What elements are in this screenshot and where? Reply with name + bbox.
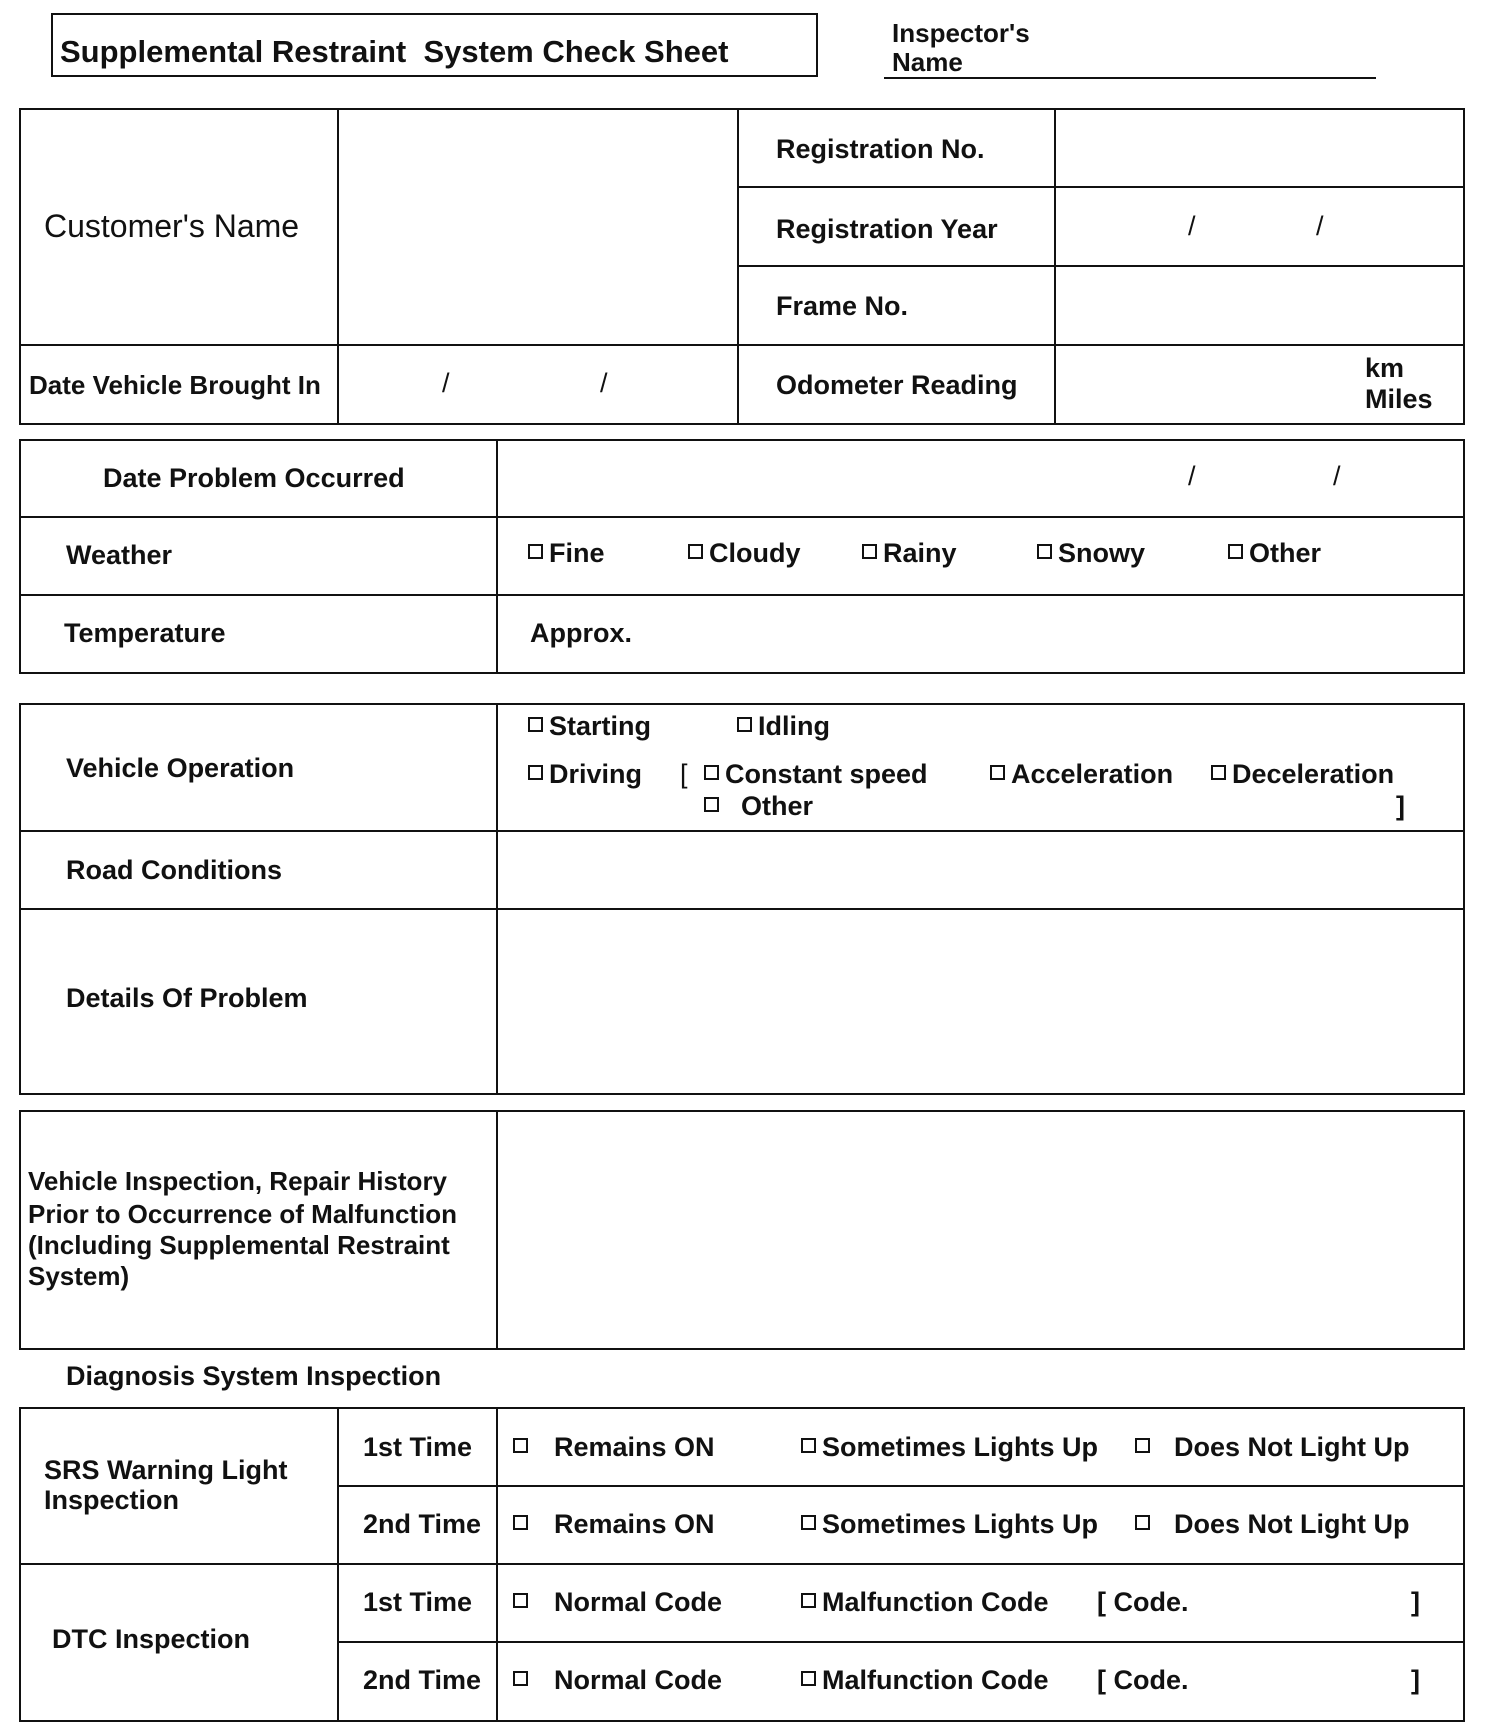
checkbox-icon	[1135, 1515, 1150, 1530]
odometer-unit-miles: Miles	[1365, 384, 1433, 414]
temperature-approx: Approx.	[530, 618, 633, 648]
registration-year-sep-1: /	[1188, 211, 1196, 241]
checkbox-icon	[737, 717, 752, 732]
history-label-line-4: System)	[28, 1261, 130, 1291]
checkbox-icon	[513, 1438, 528, 1453]
checkbox-icon	[801, 1671, 816, 1686]
srs-second-does-not[interactable]: Does Not Light Up	[1135, 1509, 1409, 1540]
registration-year-sep-2: /	[1316, 211, 1324, 241]
dtc-second-code[interactable]: [ Code.	[1097, 1665, 1189, 1695]
checkbox-icon	[1037, 544, 1052, 559]
srs-second-time: 2nd Time	[363, 1509, 482, 1539]
inspector-label-name: Name	[892, 47, 963, 77]
checkbox-icon	[688, 544, 703, 559]
srs-first-remains-on[interactable]: Remains ON	[513, 1432, 715, 1463]
operation-deceleration[interactable]: Deceleration	[1211, 759, 1394, 790]
vehicle-operation-label: Vehicle Operation	[66, 753, 295, 783]
operation-acceleration[interactable]: Acceleration	[990, 759, 1173, 790]
weather-option-other[interactable]: Other	[1228, 538, 1321, 569]
registration-no-label: Registration No.	[776, 134, 985, 164]
road-conditions-field[interactable]	[498, 832, 1463, 907]
checkbox-icon	[528, 717, 543, 732]
dtc-second-normal[interactable]: Normal Code	[513, 1665, 722, 1696]
checkbox-icon	[801, 1438, 816, 1453]
frame-no-field[interactable]	[1056, 267, 1463, 342]
odometer-label: Odometer Reading	[776, 370, 1018, 400]
checkbox-icon	[1135, 1438, 1150, 1453]
history-label-line-3: (Including Supplemental Restraint	[28, 1230, 450, 1260]
checkbox-icon	[862, 544, 877, 559]
operation-starting[interactable]: Starting	[528, 711, 651, 742]
dtc-second-malfunction[interactable]: Malfunction Code	[801, 1665, 1048, 1696]
date-brought-sep-2: /	[600, 368, 608, 398]
dtc-first-time: 1st Time	[363, 1587, 473, 1617]
srs-first-sometimes[interactable]: Sometimes Lights Up	[801, 1432, 1098, 1463]
operation-bracket-close: ]	[1396, 791, 1405, 821]
checkbox-icon	[801, 1593, 816, 1608]
registration-no-field[interactable]	[1056, 110, 1463, 185]
operation-driving[interactable]: Driving	[528, 759, 642, 790]
operation-idling[interactable]: Idling	[737, 711, 830, 742]
frame-no-label: Frame No.	[776, 291, 909, 321]
dtc-first-code[interactable]: [ Code.	[1097, 1587, 1189, 1617]
srs-label-line-2: Inspection	[44, 1485, 180, 1515]
date-occurred-label: Date Problem Occurred	[103, 463, 405, 493]
dtc-first-normal[interactable]: Normal Code	[513, 1587, 722, 1618]
history-field[interactable]	[498, 1112, 1463, 1348]
history-label-line-2: Prior to Occurrence of Malfunction	[28, 1199, 458, 1229]
checkbox-icon	[513, 1671, 528, 1686]
weather-label: Weather	[66, 540, 173, 570]
weather-option-snowy[interactable]: Snowy	[1037, 538, 1145, 569]
dtc-first-malfunction[interactable]: Malfunction Code	[801, 1587, 1048, 1618]
details-field[interactable]	[498, 910, 1463, 1093]
checkbox-icon	[513, 1593, 528, 1608]
checkbox-icon	[990, 765, 1005, 780]
details-label: Details Of Problem	[66, 983, 308, 1013]
odometer-unit-km: km	[1365, 353, 1405, 383]
customer-name-field[interactable]	[339, 110, 735, 342]
operation-bracket-open: [	[680, 759, 688, 789]
srs-label: SRS Warning Light	[44, 1455, 288, 1485]
date-occurred-sep-1: /	[1188, 461, 1196, 491]
weather-option-rainy[interactable]: Rainy	[862, 538, 957, 569]
date-brought-sep-1: /	[442, 368, 450, 398]
inspector-name-field[interactable]	[884, 77, 1376, 79]
checkbox-icon	[528, 765, 543, 780]
checkbox-icon	[528, 544, 543, 559]
checkbox-icon	[801, 1515, 816, 1530]
checkbox-icon	[1228, 544, 1243, 559]
dtc-first-code-close: ]	[1411, 1587, 1420, 1617]
page-title: Supplemental Restraint System Check Sheet	[60, 34, 729, 69]
diagnosis-section-title: Diagnosis System Inspection	[66, 1361, 442, 1391]
temperature-label: Temperature	[64, 618, 226, 648]
inspector-label: Inspector's	[892, 18, 1030, 48]
registration-year-label: Registration Year	[776, 214, 998, 244]
operation-constant-speed[interactable]: Constant speed	[704, 759, 928, 790]
date-brought-label: Date Vehicle Brought In	[29, 370, 321, 400]
checkbox-icon	[1211, 765, 1226, 780]
dtc-second-code-close: ]	[1411, 1665, 1420, 1695]
weather-option-cloudy[interactable]: Cloudy	[688, 538, 801, 569]
operation-other[interactable]: Other	[704, 791, 813, 822]
srs-first-time: 1st Time	[363, 1432, 473, 1462]
dtc-second-time: 2nd Time	[363, 1665, 482, 1695]
weather-option-fine[interactable]: Fine	[528, 538, 605, 569]
checkbox-icon	[704, 765, 719, 780]
srs-second-sometimes[interactable]: Sometimes Lights Up	[801, 1509, 1098, 1540]
dtc-label: DTC Inspection	[52, 1624, 251, 1654]
date-occurred-sep-2: /	[1333, 461, 1341, 491]
road-conditions-label: Road Conditions	[66, 855, 282, 885]
history-label-line-1: Vehicle Inspection, Repair History	[28, 1166, 448, 1196]
customer-name-label: Customer's Name	[44, 208, 300, 244]
srs-second-remains-on[interactable]: Remains ON	[513, 1509, 715, 1540]
srs-first-does-not[interactable]: Does Not Light Up	[1135, 1432, 1409, 1463]
checkbox-icon	[513, 1515, 528, 1530]
checkbox-icon	[704, 797, 719, 812]
